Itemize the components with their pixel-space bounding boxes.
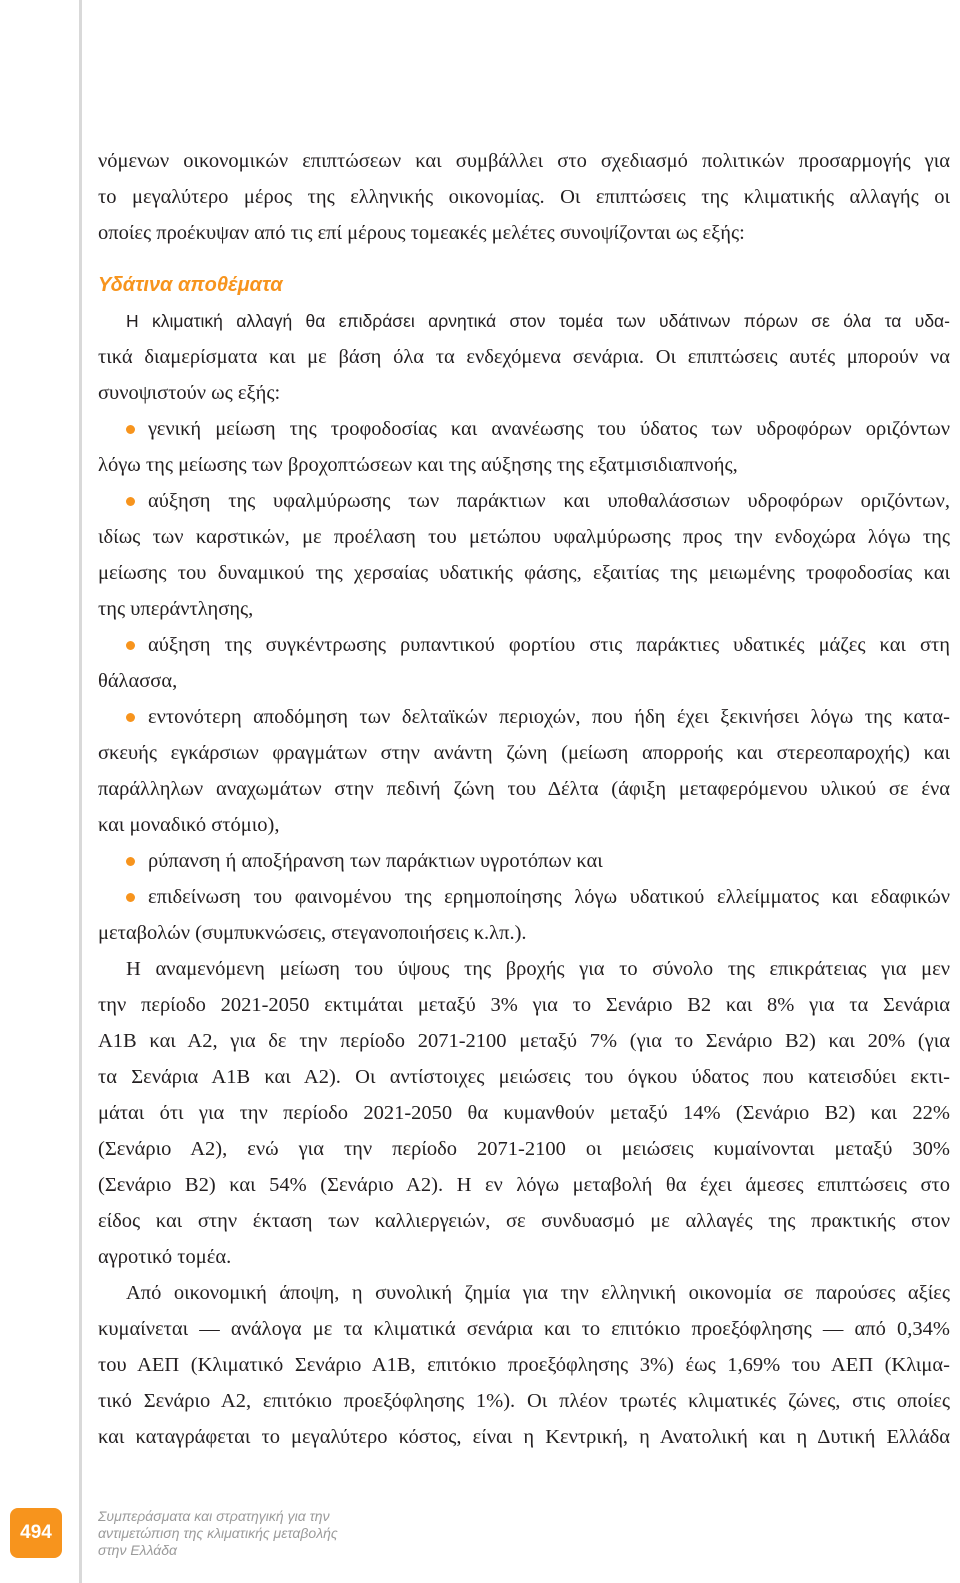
bullet-text: γενική μείωση της τροφοδοσίας και ανανέωσης του ύδατος των υδροφόρων οριζόντων [148, 418, 950, 440]
text-line: είδος και στην έκταση των καλλιεργειών, σε συνδυασμό με αλλαγές της πρακτικής στον [98, 1210, 950, 1232]
bullet-list [98, 411, 950, 951]
bullet-item [98, 411, 950, 483]
bullet-text: αύξηση της υφαλμύρωσης των παράκτιων και υποθαλάσσιων υδροφόρων οριζόντων, [148, 490, 950, 512]
text-line: τικά διαμερίσματα και με βάση όλα τα ενδεχόμενα σενάρια. Οι επιπτώσεις αυτές μπορούν να [98, 346, 950, 368]
footer-title-line: αντιμετώπιση της κλιματικής μεταβολής [98, 1525, 338, 1541]
bullet-icon [126, 857, 135, 866]
text-line [98, 699, 950, 735]
bullet-text: ρύπανση ή αποξήρανση των παράκτιων υγροτόπων και [148, 850, 603, 872]
footer-title-line: στην Ελλάδα [98, 1542, 178, 1558]
text-line [98, 483, 950, 519]
text-line: παράλληλων αναχωμάτων στην πεδινή ζώνη του Δέλτα (άφιξη μεταφερόμενου υλικού σε ένα [98, 778, 950, 800]
bullet-icon [126, 893, 135, 902]
text-line: (Σενάριο Β2) και 54% (Σενάριο Α2). Η εν λόγω μεταβολή θα έχει άμεσες επιπτώσεις στο [98, 1174, 950, 1196]
bullet-icon [126, 425, 135, 434]
footer-title-line: Συμπεράσματα και στρατηγική για την [98, 1508, 330, 1524]
text-line [98, 879, 950, 915]
text-line: οποίες προέκυψαν από τις επί μέρους τομεακές μελέτες συνοψίζονται ως εξής: [98, 222, 745, 244]
text-line: Η αναμενόμενη μείωση του ύψους της βροχής για το σύνολο της επικράτειας για μεν [126, 958, 950, 980]
text-line [98, 627, 950, 663]
paragraph-intro [98, 143, 950, 251]
text-line: κυμαίνεται ― ανάλογα με τα κλιματικά σενάρια και το επιτόκιο προεξόφλησης ― από 0,34% [98, 1318, 950, 1340]
text-line: αγροτικό τομέα. [98, 1246, 232, 1268]
text-line: τικό Σενάριο Α2, επιτόκιο προεξόφλησης 1%). Οι πλέον τρωτές κλιματικές ζώνες, στις οποίες [98, 1390, 950, 1412]
bullet-text: επιδείνωση του φαινομένου της ερημοποίησης λόγω υδατικού ελλείμματος και εδαφικών [148, 886, 950, 908]
bullet-item [98, 879, 950, 951]
paragraph-rainfall [98, 951, 950, 1275]
text-line: (Σενάριο Α2), ενώ για την περίοδο 2071-2100 οι μειώσεις κυμαίνονται μεταξύ 30% [98, 1138, 950, 1160]
bullet-icon [126, 497, 135, 506]
text-line: του ΑΕΠ (Κλιματικό Σενάριο Α1Β, επιτόκιο προεξόφλησης 3%) έως 1,69% του ΑΕΠ (Κλιμα- [98, 1354, 950, 1376]
text-line [98, 843, 950, 879]
text-line: και μοναδικό στόμιο), [98, 814, 280, 836]
text-line: μάται ότι για την περίοδο 2021-2050 θα κυμανθούν μεταξύ 14% (Σενάριο Β2) και 22% [98, 1102, 950, 1124]
text-line: και καταγράφεται το μεγαλύτερο κόστος, είναι η Κεντρική, η Ανατολική και η Δυτική Ελλάδα [98, 1426, 950, 1448]
page-number: 494 [20, 1522, 52, 1543]
text-line: την περίοδο 2021-2050 εκτιμάται μεταξύ 3% για το Σενάριο Β2 και 8% για τα Σενάρια [98, 994, 950, 1016]
text-line: Α1Β και Α2, για δε την περίοδο 2071-2100 μεταξύ 7% (για το Σενάριο Β2) και 20% (για [98, 1030, 950, 1052]
text-line: νόμενων οικονομικών επιπτώσεων και συμβάλλει στο σχεδιασμό πολιτικών προσαρμογής για [98, 150, 950, 172]
text-line: θάλασσα, [98, 670, 178, 692]
text-line: συνοψιστούν ως εξής: [98, 382, 281, 404]
bullet-icon [126, 641, 135, 650]
text-line: το μεγαλύτερο μέρος της ελληνικής οικονομίας. Οι επιπτώσεις της κλιματικής αλλαγής οι [98, 186, 950, 208]
paragraph-economic [98, 1275, 950, 1455]
text-line: της υπεράντλησης, [98, 598, 254, 620]
page-number-badge [10, 1508, 62, 1558]
text-line: τα Σενάρια Α1Β και Α2). Οι αντίστοιχες μειώσεις του όγκου ύδατος που κατεισδύει εκτι- [98, 1066, 950, 1088]
bullet-item [98, 627, 950, 699]
section-heading: Υδάτινα αποθέματα [98, 274, 283, 296]
text-line: σκευής εγκάρσιων φραγμάτων στην ανάντη ζώνη (μείωση απορροής και στερεοπαροχής) και [98, 742, 950, 764]
running-footer [98, 1508, 338, 1559]
page-body [98, 143, 950, 1455]
text-line: Από οικονομική άποψη, η συνολική ζημία για την ελληνική οικονομία σε παρούσες αξίες [126, 1282, 950, 1304]
text-line: Η κλιματική αλλαγή θα επιδράσει αρνητικά στον τομέα των υδάτινων πόρων σε όλα τα υδα- [126, 311, 950, 331]
text-line: μείωσης του δυναμικού της χερσαίας υδατικής φάσης, εξαιτίας της μειωμένης τροφοδοσίας και [98, 562, 950, 584]
text-line: ιδίως των καρστικών, με προέλαση του μετώπου υφαλμύρωσης προς την ενδοχώρα λόγω της [98, 526, 950, 548]
bullet-text: εντονότερη αποδόμηση των δελταϊκών περιοχών, που ήδη έχει ξεκινήσει λόγω της κατα- [148, 706, 950, 728]
text-line [98, 411, 950, 447]
bullet-item [98, 843, 950, 879]
bullet-text: αύξηση της συγκέντρωσης ρυπαντικού φορτίου στις παράκτιες υδατικές μάζες και στη [148, 634, 950, 656]
text-line: μεταβολών (συμπυκνώσεις, στεγανοποιήσεις κ.λπ.). [98, 922, 527, 944]
bullet-icon [126, 713, 135, 722]
margin-rule [79, 0, 82, 1583]
section-intro [98, 303, 950, 411]
bullet-item [98, 483, 950, 627]
bullet-item [98, 699, 950, 843]
text-line: λόγω της μείωσης των βροχοπτώσεων και της αύξησης της εξατμισιδιαπνοής, [98, 454, 738, 476]
